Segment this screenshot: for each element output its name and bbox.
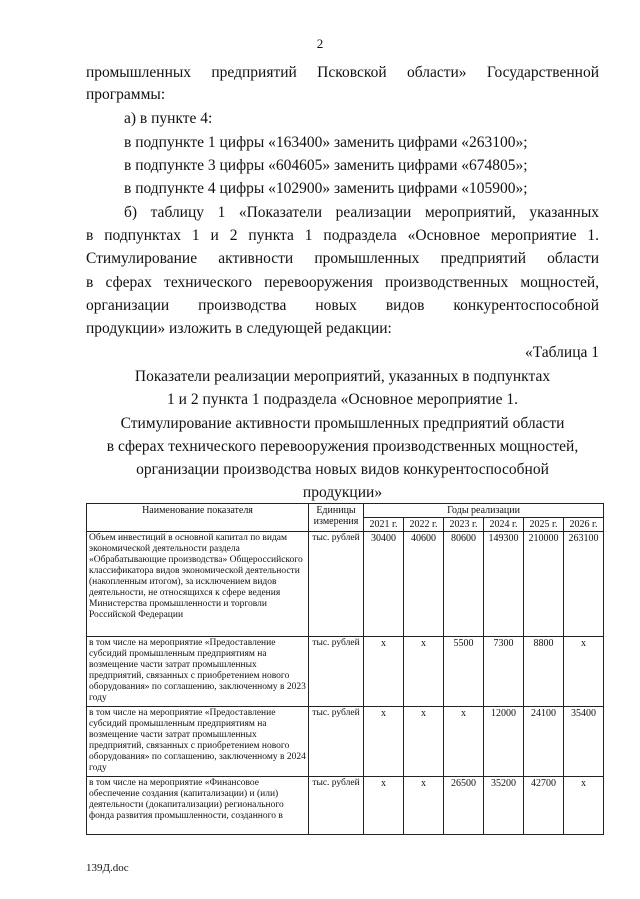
table-row <box>87 637 604 707</box>
value-cell: х <box>564 637 604 707</box>
page-number: 2 <box>316 36 324 51</box>
value-cell: х <box>364 637 404 707</box>
paragraph-line: организации производства новых видов конкурентоспособной <box>86 297 599 314</box>
value-cell: 5500 <box>444 637 484 707</box>
paragraph-line: в подпункте 4 цифры «102900» заменить цифрами «105900»; <box>124 180 528 197</box>
value-cell: 24100 <box>524 707 564 777</box>
table-row <box>87 777 604 835</box>
header-years: Годы реализации <box>364 504 604 518</box>
table-row <box>87 532 604 637</box>
value-cell: х <box>444 707 484 777</box>
indicators-table <box>86 503 603 835</box>
indicator-name: Объем инвестиций в основной капитал по видам экономической деятельности раздела «Обрабатывающие производства» Общероссийского классификатора видов экономической деятельности (накопленным итогом), за исключением видов деятельности, не относящихся к сфере ведения Министерства промышленности и торговли Российской Федерации <box>87 532 309 637</box>
value-cell: 30400 <box>364 532 404 637</box>
file-name-footer: 139Д.doc <box>86 862 129 874</box>
value-cell: х <box>564 777 604 835</box>
unit-cell: тыс. рублей <box>309 777 364 835</box>
table-title-line: Стимулирование активности промышленных предприятий области <box>120 415 565 432</box>
table-title-line: продукции» <box>302 484 383 501</box>
unit-cell: тыс. рублей <box>309 637 364 707</box>
unit-cell: тыс. рублей <box>309 532 364 637</box>
value-cell: 12000 <box>484 707 524 777</box>
table-title-line: организации производства новых видов конкурентоспособной <box>136 461 549 478</box>
value-cell: 40600 <box>404 532 444 637</box>
header-year: 2024 г. <box>484 518 524 532</box>
value-cell: х <box>404 707 444 777</box>
table-title-line: в сферах технического перевооружения производственных мощностей, <box>106 438 579 455</box>
value-cell: 210000 <box>524 532 564 637</box>
value-cell: 35200 <box>484 777 524 835</box>
indicator-name: в том числе на мероприятие «Предоставление субсидий промышленным предприятиям на возмещение части затрат промышленных предприятий, связанных с приобретением нового оборудования» по соглашению, заключенному в 2023 году <box>87 637 309 707</box>
value-cell: 42700 <box>524 777 564 835</box>
indicator-name: в том числе на мероприятие «Предоставление субсидий промышленным предприятиям на возмещение части затрат промышленных предприятий, связанных с приобретением нового оборудования» по соглашению, заключенному в 2024 году <box>87 707 309 777</box>
header-year: 2026 г. <box>564 518 604 532</box>
value-cell: 26500 <box>444 777 484 835</box>
value-cell: х <box>364 707 404 777</box>
header-year: 2022 г. <box>404 518 444 532</box>
header-year: 2021 г. <box>364 518 404 532</box>
value-cell: 149300 <box>484 532 524 637</box>
table-title-line: Показатели реализации мероприятий, указанных в подпунктах <box>134 368 551 385</box>
value-cell: 7300 <box>484 637 524 707</box>
paragraph-line: а) в пункте 4: <box>124 110 213 127</box>
paragraph-line: в подпункте 3 цифры «604605» заменить цифрами «674805»; <box>124 157 528 174</box>
value-cell: 8800 <box>524 637 564 707</box>
table-row <box>87 707 604 777</box>
table-title-line: 1 и 2 пункта 1 подраздела «Основное мероприятие 1. <box>167 391 518 408</box>
paragraph-line: в подпунктах 1 и 2 пункта 1 подраздела «Основное мероприятие 1. <box>86 227 599 244</box>
value-cell: 35400 <box>564 707 604 777</box>
paragraph-line: Стимулирование активности промышленных предприятий области <box>86 250 599 267</box>
paragraph-line: программы: <box>86 86 166 103</box>
indicator-name: в том числе на мероприятие «Финансовое обеспечение создания (капитализации) и (или) деятельности (докапитализации) регионального фонда развития промышленности, созданного в <box>87 777 309 835</box>
header-year: 2023 г. <box>444 518 484 532</box>
table-label: «Таблица 1 <box>524 344 599 361</box>
paragraph-line: в сферах технического перевооружения производственных мощностей, <box>86 274 599 291</box>
value-cell: х <box>364 777 404 835</box>
header-indicator-name: Наименование показателя <box>87 504 309 532</box>
paragraph-line: промышленных предприятий Псковской области» Государственной <box>86 64 599 81</box>
header-year: 2025 г. <box>524 518 564 532</box>
value-cell: 263100 <box>564 532 604 637</box>
value-cell: х <box>404 777 444 835</box>
value-cell: х <box>404 637 444 707</box>
paragraph-line: продукции» изложить в следующей редакции: <box>86 320 392 337</box>
unit-cell: тыс. рублей <box>309 707 364 777</box>
value-cell: 80600 <box>444 532 484 637</box>
header-unit: Единицы измерения <box>309 504 364 532</box>
paragraph-line: б) таблицу 1 «Показатели реализации мероприятий, указанных <box>124 204 599 221</box>
paragraph-line: в подпункте 1 цифры «163400» заменить цифрами «263100»; <box>124 134 528 151</box>
